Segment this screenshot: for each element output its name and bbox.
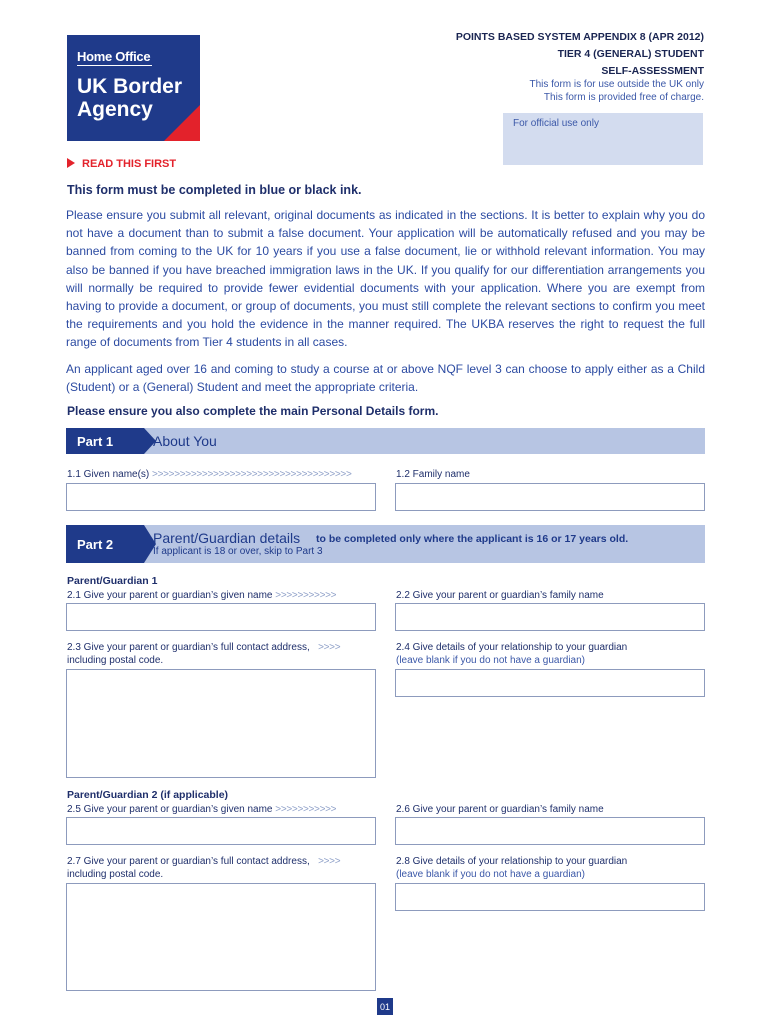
page-number: 01	[377, 998, 393, 1015]
form-title-line2: TIER 4 (GENERAL) STUDENT	[557, 48, 704, 60]
pg1-given-name-input[interactable]	[66, 603, 376, 631]
read-this-first-heading	[67, 158, 176, 170]
logo-divider	[77, 65, 152, 66]
pg2-address-textarea[interactable]	[66, 883, 376, 991]
part2-skip-note: If applicant is 18 or over, skip to Part 3	[153, 546, 323, 557]
field-2-8-hint: (leave blank if you do not have a guardian)	[396, 869, 586, 880]
field-1-2-label: 1.2 Family name	[396, 469, 470, 480]
field-1-1-chevrons: >>>>>>>>>>>>>>>>>>>>>>>>>>>>>>>>>>>>	[152, 469, 352, 480]
field-2-8-label-text: 2.8 Give details of your relationship to your guardian	[396, 856, 628, 867]
part1-tag: Part 1	[66, 428, 144, 454]
parent-guardian-2-heading: Parent/Guardian 2 (if applicable)	[67, 789, 229, 801]
pg2-given-name-input[interactable]	[66, 817, 376, 845]
field-2-3-line1-row	[67, 641, 377, 654]
field-2-7-chevrons: >>>>	[318, 856, 341, 867]
pg2-relationship-input[interactable]	[395, 883, 705, 911]
field-2-4-label-text: 2.4 Give details of your relationship to your guardian	[396, 642, 628, 653]
field-2-3-label	[67, 641, 377, 667]
pg2-family-name-input[interactable]	[395, 817, 705, 845]
pg1-address-textarea[interactable]	[66, 669, 376, 778]
field-1-1-label-text: 1.1 Given name(s)	[67, 469, 150, 480]
family-name-input[interactable]	[395, 483, 705, 511]
part1-title: About You	[153, 433, 217, 449]
field-2-5-chevrons: >>>>>>>>>>>	[275, 804, 337, 815]
play-arrow-icon	[67, 158, 75, 168]
field-2-1-label-text: 2.1 Give your parent or guardian’s given name	[67, 590, 273, 601]
ink-notice: This form must be completed in blue or black ink.	[67, 183, 362, 197]
field-2-1-chevrons: >>>>>>>>>>>	[275, 590, 337, 601]
field-1-1-label	[67, 468, 351, 481]
form-title-line1: POINTS BASED SYSTEM APPENDIX 8 (APR 2012)	[455, 31, 704, 43]
part2-subtitle: to be completed only where the applicant is 16 or 17 years old.	[316, 533, 629, 545]
field-2-5-label-text: 2.5 Give your parent or guardian’s given name	[67, 804, 273, 815]
pg1-family-name-input[interactable]	[395, 603, 705, 631]
field-2-1-label	[67, 589, 336, 602]
field-2-4-hint: (leave blank if you do not have a guardian)	[396, 655, 586, 666]
given-names-input[interactable]	[66, 483, 376, 511]
uk-border-agency-logo	[67, 35, 200, 141]
field-2-7-line1-row	[67, 855, 377, 868]
part2-tag: Part 2	[66, 525, 144, 563]
field-2-2-label: 2.2 Give your parent or guardian’s family name	[396, 590, 604, 601]
part1-banner	[66, 428, 705, 454]
field-2-6-label: 2.6 Give your parent or guardian’s family name	[396, 804, 604, 815]
official-use-box	[503, 113, 703, 165]
field-2-7-label	[67, 855, 377, 881]
part2-title: Parent/Guardian details	[153, 530, 301, 546]
outside-uk-note: This form is for use outside the UK only	[529, 79, 704, 90]
field-2-8-label	[396, 855, 706, 881]
field-2-5-label	[67, 803, 336, 816]
logo-line-agency: Agency	[77, 98, 153, 121]
field-2-7-label-text: 2.7 Give your parent or guardian’s full contact address,	[67, 856, 310, 867]
logo-red-corner	[164, 105, 200, 141]
read-this-first-text: READ THIS FIRST	[82, 158, 177, 170]
field-2-7-label-line2: including postal code.	[67, 869, 164, 880]
pg1-relationship-input[interactable]	[395, 669, 705, 697]
field-2-4-label	[396, 641, 706, 667]
parent-guardian-1-heading: Parent/Guardian 1	[67, 575, 158, 587]
logo-home-office-text: Home Office	[77, 49, 151, 64]
field-2-3-label-text: 2.3 Give your parent or guardian’s full contact address,	[67, 642, 310, 653]
free-of-charge-note: This form is provided free of charge.	[543, 92, 704, 103]
personal-details-reminder: Please ensure you also complete the main Personal Details form.	[67, 404, 439, 418]
field-2-3-label-line2: including postal code.	[67, 655, 164, 666]
instructions-paragraph: Please ensure you submit all relevant, original documents as indicated in the sections. It is better to explain why you do not have a document than to submit a false document. Your application will be automatically refused and you may be banned from coming to the UK for 10 years if you use a false document, lie or withhold relevant information. You may also be banned if you have breached immigration laws in the UK. If you qualify for our differentiation arrangements you will normally be required to provide fewer evidential documents with your application. Where you are exempt from having to provide a document, or group of documents, you must still complete the relevant sections to confirm you meet the requirements and you hold the evidence in the manner required. The UKBA reserves the right to request the full range of documents from Tier 4 students in all cases.	[66, 208, 705, 350]
field-2-3-chevrons: >>>>	[318, 642, 341, 653]
age-eligibility-paragraph: An applicant aged over 16 and coming to study a course at or above NQF level 3 can choose to apply either as a Child (Student) or a (General) Student and meet the appropriate criteria.	[66, 362, 705, 395]
part2-banner	[66, 525, 705, 563]
form-title-line3: SELF-ASSESSMENT	[601, 65, 704, 77]
logo-line-uk-border: UK Border	[77, 75, 183, 98]
official-use-label: For official use only	[513, 118, 599, 129]
